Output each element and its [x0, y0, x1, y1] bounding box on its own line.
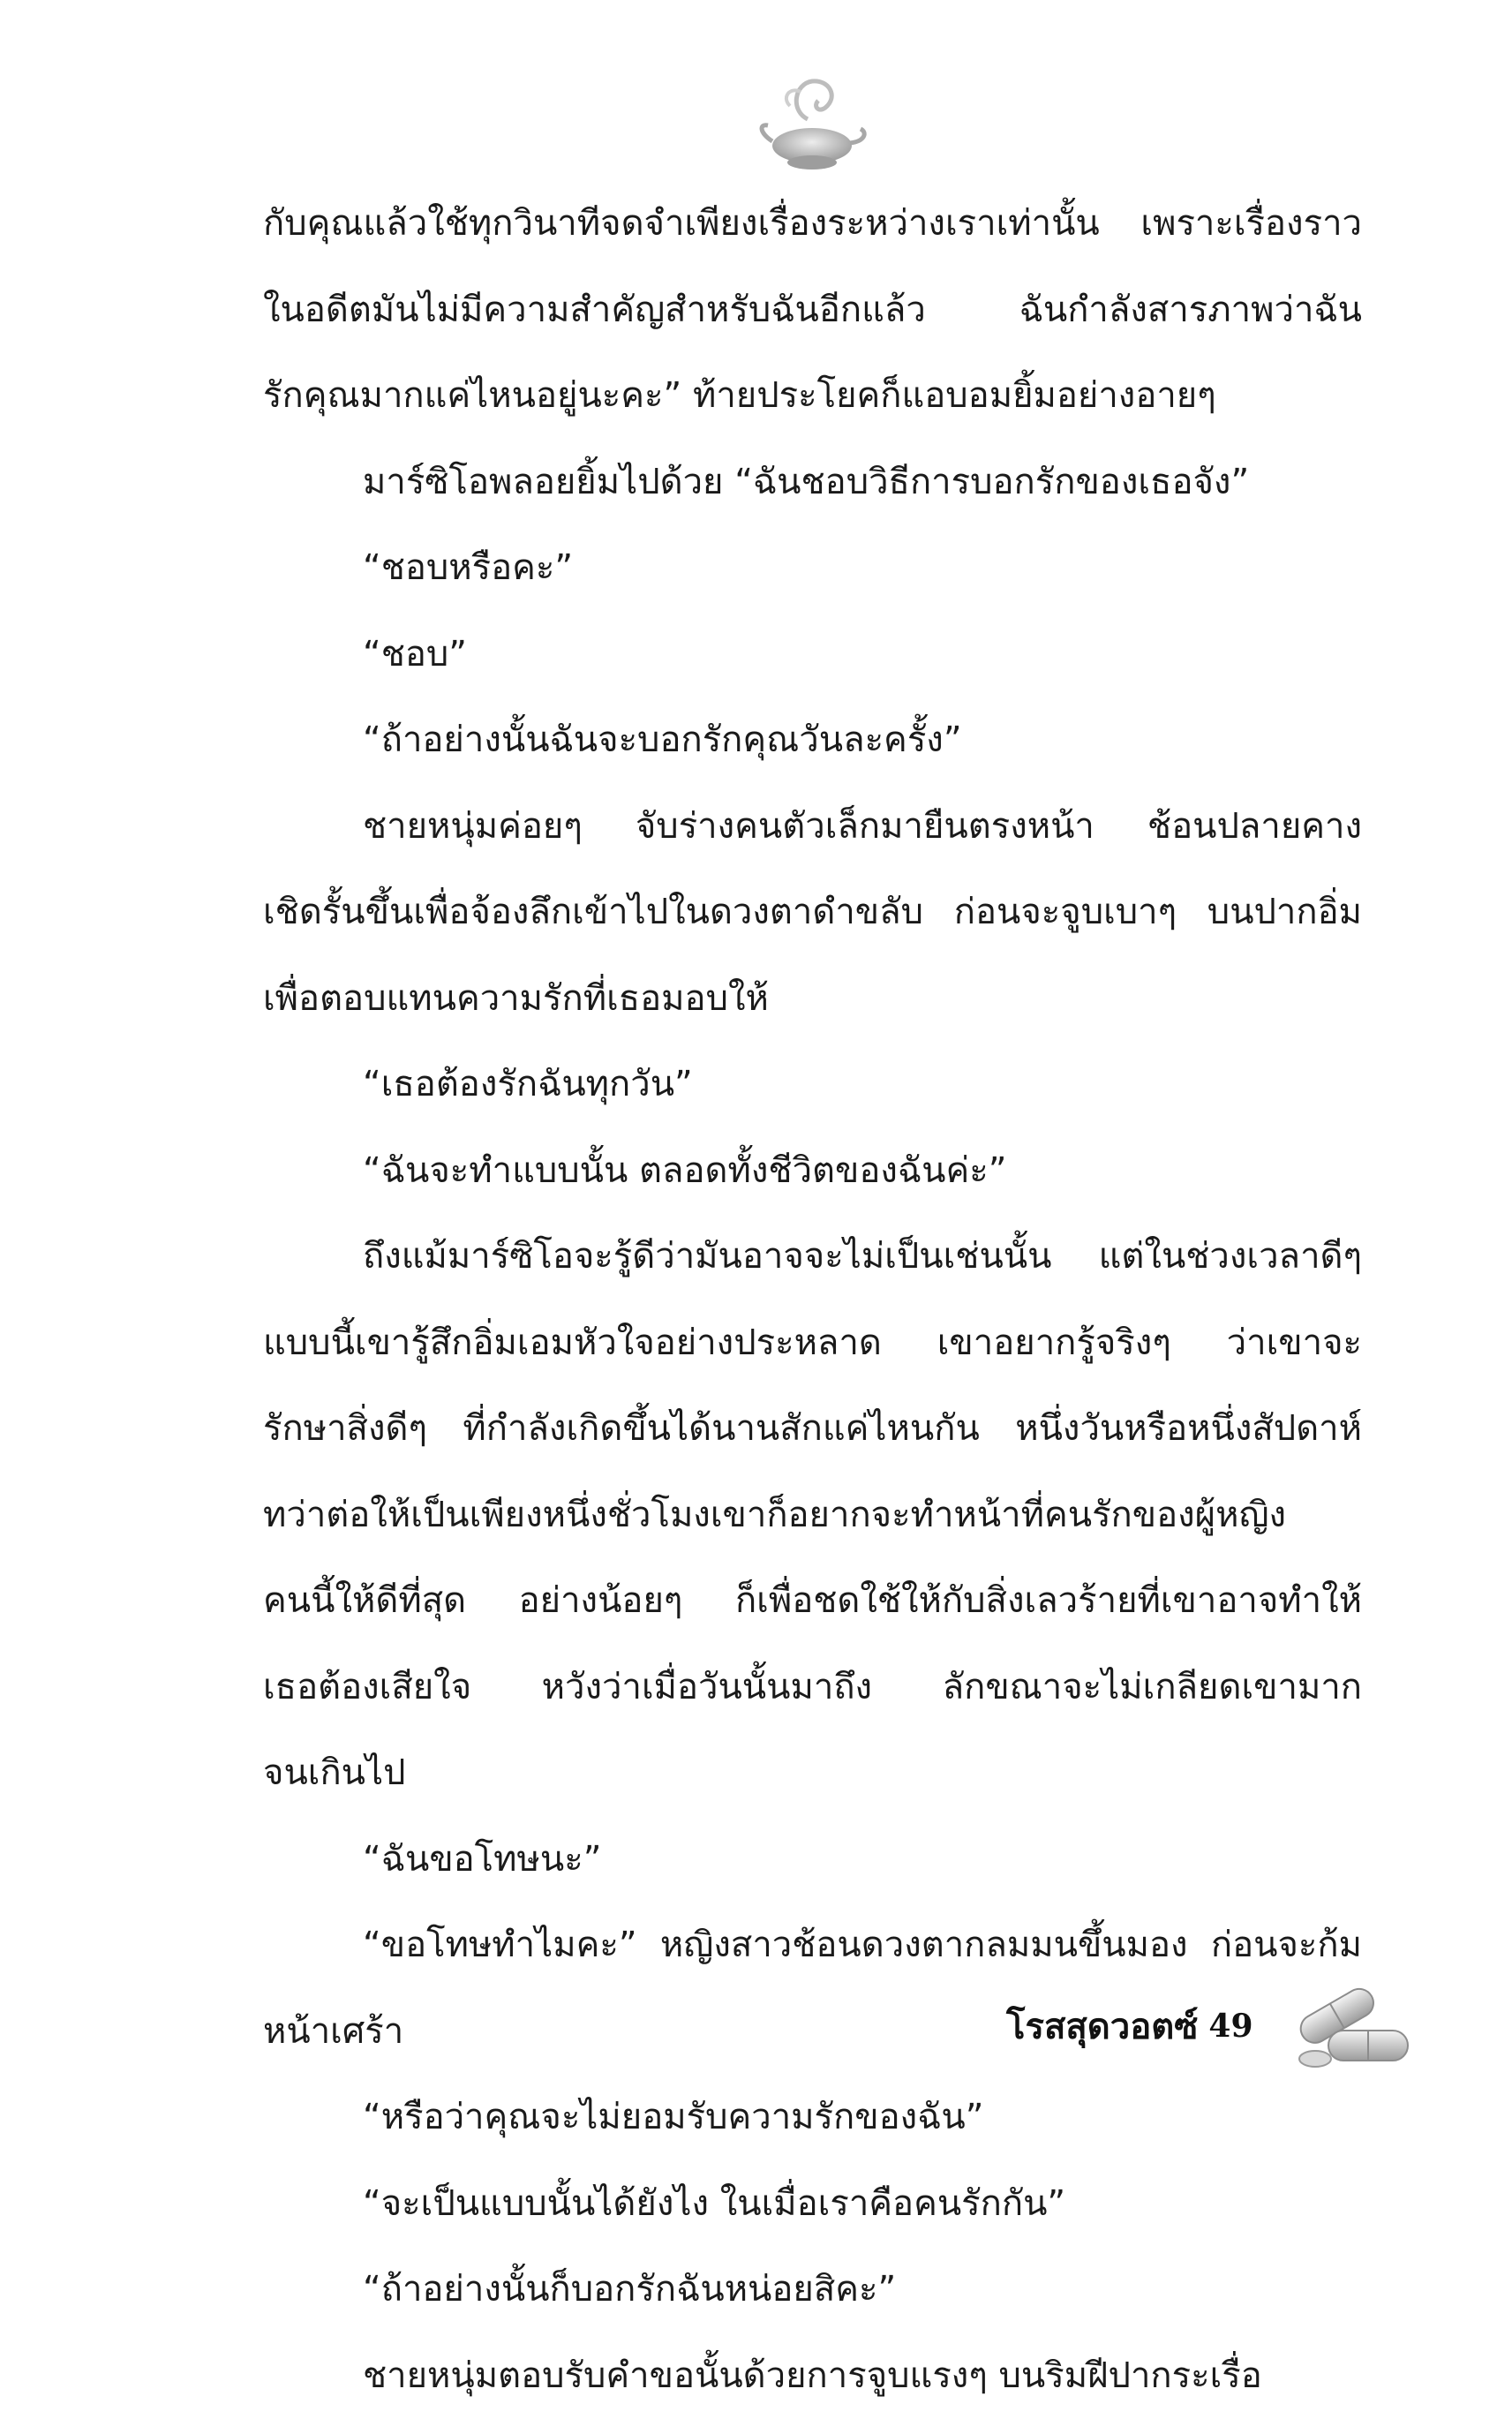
text-line: คนนี้ให้ดีที่สุด อย่างน้อยๆ ก็เพื่อชดใช้ให้กับสิ่งเลวร้ายที่เขาอาจทำให้	[263, 1558, 1362, 1645]
text-line: เชิดรั้นขึ้นเพื่อจ้องลึกเข้าไปในดวงตาดำขลับ ก่อนจะจูบเบาๆ บนปากอิ่ม	[263, 870, 1362, 956]
story-text	[263, 181, 1362, 2419]
text-line: ชายหนุ่มค่อยๆ จับร่างคนตัวเล็กมายืนตรงหน้า ช้อนปลายคาง	[263, 784, 1362, 870]
text-line: “ถ้าอย่างนั้นก็บอกรักฉันหน่อยสิคะ”	[263, 2247, 1362, 2333]
text-line: ในอดีตมันไม่มีความสำคัญสำหรับฉันอีกแล้ว ฉันกำลังสารภาพว่าฉัน	[263, 268, 1362, 354]
text-line: เธอต้องเสียใจ หวังว่าเมื่อวันนั้นมาถึง ลักขณาจะไม่เกลียดเขามาก	[263, 1645, 1362, 1731]
text-line: แบบนี้เขารู้สึกอิ่มเอมหัวใจอย่างประหลาด เขาอยากรู้จริงๆ ว่าเขาจะ	[263, 1300, 1362, 1387]
text-line: รักษาสิ่งดีๆ ที่กำลังเกิดขึ้นได้นานสักแค่ไหนกัน หนึ่งวันหรือหนึ่งสัปดาห์	[263, 1386, 1362, 1473]
text-line: ถึงแม้มาร์ซิโอจะรู้ดีว่ามันอาจจะไม่เป็นเช่นนั้น แต่ในช่วงเวลาดีๆ	[263, 1214, 1362, 1300]
text-line: รักคุณมากแค่ไหนอยู่นะคะ” ท้ายประโยคก็แอบอมยิ้มอย่างอายๆ	[263, 353, 1362, 440]
lamp-icon	[755, 71, 869, 177]
text-line: ทว่าต่อให้เป็นเพียงหนึ่งชั่วโมงเขาก็อยากจะทำหน้าที่คนรักของผู้หญิง	[263, 1473, 1362, 1559]
text-line: หน้าเศร้า	[263, 1989, 1362, 2076]
pills-icon	[1280, 1978, 1412, 2075]
text-line: ชายหนุ่มตอบรับคำขอนั้นด้วยการจูบแรงๆ บนริมฝีปากระเรื่อ	[263, 2333, 1362, 2419]
text-line: มาร์ซิโอพลอยยิ้มไปด้วย “ฉันชอบวิธีการบอกรักของเธอจัง”	[263, 440, 1362, 526]
page-footer	[1006, 1991, 1253, 2061]
text-line: “ถ้าอย่างนั้นฉันจะบอกรักคุณวันละครั้ง”	[263, 697, 1362, 784]
text-line: เพื่อตอบแทนความรักที่เธอมอบให้	[263, 956, 1362, 1043]
text-line: “ฉันขอโทษนะ”	[263, 1817, 1362, 1903]
text-line: “ขอโทษทำไมคะ” หญิงสาวช้อนดวงตากลมมนขึ้นมอง ก่อนจะก้ม	[263, 1903, 1362, 1989]
text-line: “หรือว่าคุณจะไม่ยอมรับความรักของฉัน”	[263, 2075, 1362, 2161]
text-line: “เธอต้องรักฉันทุกวัน”	[263, 1042, 1362, 1128]
text-line: “ชอบหรือคะ”	[263, 525, 1362, 612]
text-line: “ชอบ”	[263, 612, 1362, 698]
text-line: “ฉันจะทำแบบนั้น ตลอดทั้งชีวิตของฉันค่ะ”	[263, 1128, 1362, 1215]
book-title: โรสสุดวอตซ์	[1006, 1998, 1198, 2054]
text-line: จนเกินไป	[263, 1730, 1362, 1817]
text-line: กับคุณแล้วใช้ทุกวินาทีจดจำเพียงเรื่องระหว่างเราเท่านั้น เพราะเรื่องราว	[263, 181, 1362, 268]
page-number: 49	[1208, 2008, 1252, 2045]
text-line: “จะเป็นแบบนั้นได้ยังไง ในเมื่อเราคือคนรักกัน”	[263, 2161, 1362, 2248]
